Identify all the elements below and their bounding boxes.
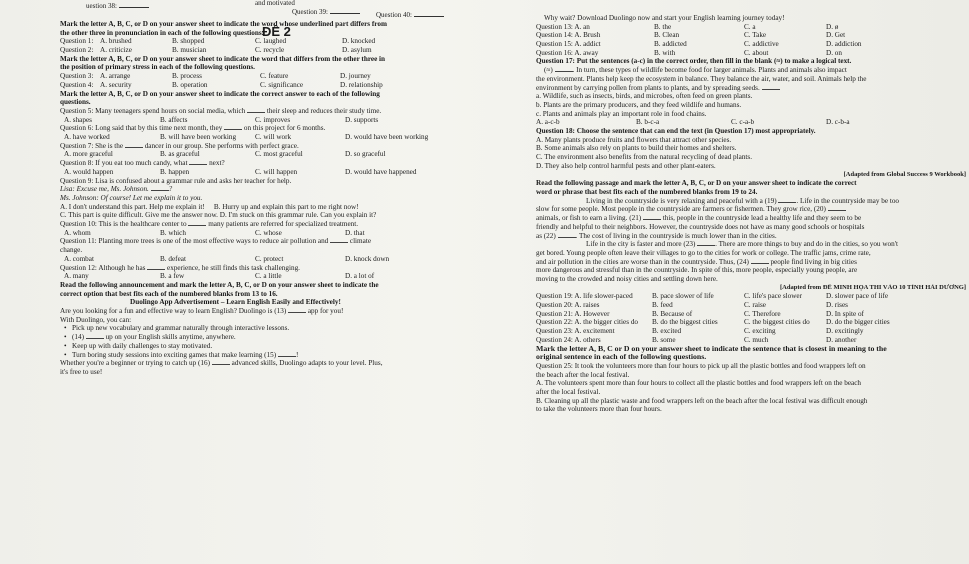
- q21-option-b: B. Because of: [652, 309, 693, 318]
- ad-cta: Why wait? Download Duolingo now and start your English learning journey today!: [544, 14, 785, 22]
- q7-option-a: A. more graceful: [64, 150, 113, 159]
- q3-option-c: C. feature: [260, 72, 289, 81]
- q5-option-b: B. affects: [160, 115, 188, 124]
- q17-sentence-b: b. Plants are the primary producers, and they feed wildlife and humans.: [536, 100, 742, 109]
- q7-option-b: B. as graceful: [160, 150, 200, 159]
- q10-option-b: B. which: [160, 228, 186, 237]
- q8-option-c: C. will happen: [255, 167, 298, 176]
- q18-option-a: A. Many plants produce fruits and flowers that attract other species.: [536, 135, 732, 144]
- q14-option-a: Question 14: A. Brush: [536, 31, 601, 40]
- passage-line-4: friendly and helpful to their neighbors. However, the countryside does not have as many good schools or hospitals: [536, 222, 865, 231]
- passage-line-5: as (22) . The cost of living in the countryside is much lower than in the cities.: [536, 231, 777, 240]
- question-12: Question 12: Although he has experience, he still finds this task challenging.: [60, 263, 300, 272]
- q2-option-c: C. recycle: [255, 46, 285, 55]
- q19-option-c: C. life's pace slower: [744, 292, 802, 301]
- q9-dialog-johnson: Ms. Johnson: Of course! Let me explain it to you.: [60, 193, 203, 202]
- question-5: Question 5: Many teenagers spend hours on social media, which their sleep and reduces their study time.: [60, 106, 382, 115]
- q17-option-a: A. a-c-b: [536, 118, 560, 127]
- instruction-reading: Read the following passage and mark the letter A, B, C, or D on your answer sheet to indicate the correct: [536, 179, 857, 188]
- ad-closing: Whether you're a beginner or trying to catch up (16) advanced skills, Duolingo adapts to your level. Plus,: [60, 359, 383, 368]
- q17-text-1: (≈) . In turn, these types of wildlife become food for larger animals. Plants and animals also impact: [544, 66, 847, 75]
- q14-option-b: B. Clean: [654, 31, 680, 40]
- question-8-options: [60, 168, 490, 177]
- question-13: [536, 23, 966, 32]
- passage-line-6: Life in the city is faster and more (23) . There are more things to buy and do in the cities, so you won't: [586, 240, 898, 249]
- q20-option-c: C. raise: [744, 301, 766, 310]
- q9-dialog-lisa: Lisa: Excuse me, Ms. Johnson. ?: [60, 185, 173, 194]
- q21-option-c: C. Therefore: [744, 309, 781, 318]
- question-11: Question 11: Planting more trees is one of the most effective ways to reduce air pollution and climate: [60, 237, 372, 246]
- q17-sentence-a: a. Wildlife, such as insects, birds, and microbes, often feed on green plants.: [536, 92, 753, 101]
- ad-bullet-3: • Keep up with daily challenges to stay motivated.: [60, 342, 490, 351]
- ad-bullet-1: • Pick up new vocabulary and grammar naturally through interactive lessons.: [60, 324, 490, 333]
- question-11-options: [60, 255, 490, 264]
- q10-option-c: C. whose: [255, 228, 282, 237]
- q1-label: Question 1:: [60, 37, 94, 46]
- q1-option-a: A. brushed: [100, 37, 132, 46]
- q25-option-a: A. The volunteers spent more than four hours to collect all the plastic bottles and food wrappers left on the beach: [536, 379, 862, 388]
- q9-option-c-d: C. This part is quite difficult. Give me the answer now. D. I'm stuck on this grammar rule. Can you explain it?: [60, 211, 377, 220]
- q23-option-a: Question 23: A. excitement: [536, 327, 615, 336]
- instruction-stress: Mark the letter A, B, C, or D on your answer sheet to indicate the word that differs from the other three in: [60, 54, 386, 63]
- question-25: Question 25: It took the volunteers more than four hours to pick up all the plastic bottles and food wrappers left on: [536, 361, 866, 370]
- q5-option-a: A. shapes: [64, 115, 92, 124]
- source-tag-1: [Adapted from Global Success 9 Workbook]: [843, 170, 966, 178]
- q22-option-b: B. do the biggest cities: [652, 318, 718, 327]
- q2-option-a: A. criticize: [100, 46, 132, 55]
- question-8: Question 8: If you eat too much candy, what next?: [60, 159, 225, 168]
- question-21: [536, 310, 966, 319]
- q12-option-b: B. a few: [160, 272, 185, 281]
- q18-option-c: C. The environment also benefits from the natural recycling of dead plants.: [536, 153, 753, 162]
- question-12-options: [60, 272, 490, 281]
- question-10-options: [60, 229, 490, 238]
- q1-option-d: D. knocked: [342, 37, 376, 46]
- left-column: [60, 20, 490, 377]
- q15-option-c: C. addictive: [744, 40, 779, 49]
- q19-option-d: D. slower pace of life: [826, 292, 889, 301]
- q7-option-c: C. most graceful: [255, 150, 303, 159]
- instruction-announcement-cont: correct option that best fits each of the numbered blanks from 13 to 16.: [60, 289, 278, 298]
- q11-option-a: A. combat: [64, 254, 94, 263]
- instruction-correct-answer: Mark the letter A, B, C, or D on your answer sheet to indicate the correct answer to each of the following: [60, 89, 380, 98]
- question-4: [60, 81, 490, 90]
- q13-option-b: B. the: [654, 22, 672, 31]
- header-fragment-left: uestion 38:: [86, 2, 149, 10]
- passage-line-2: slow for some people. Most people in the countryside are farmers or fishermen. They grow rice, (20): [536, 205, 966, 214]
- q18-option-b: B. Some animals also rely on plants to build their homes and shelters.: [536, 144, 737, 153]
- header-question-39: Question 39:: [292, 8, 360, 16]
- exam-title: ĐỀ 2: [262, 24, 291, 39]
- q15-option-a: Question 15: A. addict: [536, 40, 601, 49]
- instruction-announcement: Read the following announcement and mark the letter A, B, C, or D on your answer sheet to indicate the: [60, 280, 379, 289]
- question-14: [536, 31, 966, 40]
- header-question-40: Question 40:: [376, 11, 444, 19]
- q21-option-a: Question 21: A. However: [536, 309, 610, 318]
- q6-option-a: A. have worked: [64, 133, 110, 142]
- q4-label: Question 4:: [60, 80, 94, 89]
- q15-option-d: D. addiction: [826, 40, 862, 49]
- q11-option-b: B. defeat: [160, 254, 186, 263]
- q24-option-d: D. another: [826, 335, 857, 344]
- q10-option-d: D. that: [345, 228, 365, 237]
- q16-option-d: D. on: [826, 48, 842, 57]
- passage-line-10: moving to the crowded and noisy cities and settling down here.: [536, 275, 718, 284]
- question-24: [536, 336, 966, 345]
- q6-option-c: C. will work: [255, 133, 292, 142]
- question-20: [536, 301, 966, 310]
- instruction-closest-meaning-cont: original sentence in each of the following questions.: [536, 353, 707, 362]
- q1-option-b: B. shopped: [172, 37, 205, 46]
- q17-sentence-c: c. Plants and animals play an important role in food chains.: [536, 109, 707, 118]
- q22-option-a: Question 22: A. the bigger cities do: [536, 318, 639, 327]
- source-tag-2: [Adapted from ĐỀ MINH HỌA THI VÀO 10 TỈNH HẢI DƯƠNG]: [780, 283, 966, 291]
- q22-option-c: C. the biggest cities do: [744, 318, 810, 327]
- question-6-options: [60, 133, 490, 142]
- q4-option-d: D. relationship: [340, 80, 383, 89]
- question-9: Question 9: Lisa is confused about a grammar rule and asks her teacher for help.: [60, 176, 292, 185]
- q25-option-b: B. Cleaning up all the plastic waste and food wrappers left on the beach after the local festival was difficult enough: [536, 396, 868, 405]
- q11-option-c: C. protect: [255, 254, 284, 263]
- ad-bullet-2: • (14) up on your English skills anytime, anywhere.: [60, 333, 490, 342]
- q3-option-b: B. process: [172, 72, 202, 81]
- q13-option-a: Question 13: A. an: [536, 22, 590, 31]
- q3-option-d: D. journey: [340, 72, 371, 81]
- question-17: Question 17: Put the sentences (a-c) in the correct order, then fill in the blank (≈) to make a logical text.: [536, 57, 852, 66]
- q17-text-3: environment by carrying pollen from plants to plants, and by spreading seeds.: [536, 84, 966, 93]
- q7-option-d: D. so graceful: [345, 150, 386, 159]
- q5-option-d: D. supports: [345, 115, 379, 124]
- q22-option-d: D. do the bigger cities: [826, 318, 890, 327]
- q6-option-b: B. will have been working: [160, 133, 237, 142]
- q10-option-a: A. whom: [64, 228, 91, 237]
- question-10: Question 10: This is the healthcare center to many patients are referred for specialized treatment.: [60, 220, 359, 229]
- right-column: [536, 14, 966, 414]
- q2-label: Question 2:: [60, 46, 94, 55]
- q3-option-a: A. arrange: [100, 72, 131, 81]
- q16-option-a: Question 16: A. away: [536, 48, 599, 57]
- q20-option-b: B. feed: [652, 301, 673, 310]
- instruction-correct-answer-cont: questions.: [60, 98, 91, 107]
- q17-text-2: the environment. Plants help keep the ecosystem in balance. They balance the air, water, and soil. Animals help the: [536, 74, 867, 83]
- instruction-closest-meaning: Mark the letter A, B, C or D on your answer sheet to indicate the sentence that is closest in meaning to the: [536, 344, 887, 353]
- q24-option-c: C. much: [744, 335, 769, 344]
- passage-line-1: Living in the countryside is very relaxing and peaceful with a (19) . Life in the countryside may be too: [586, 196, 900, 205]
- header-fragment-mid: and motivated: [255, 0, 295, 7]
- q8-option-a: A. would happen: [64, 167, 114, 176]
- ad-list-intro: With Duolingo, you can:: [60, 315, 132, 324]
- question-18: Question 18: Choose the sentence that can end the text (in Question 17) most appropriately.: [536, 127, 816, 136]
- question-3: [60, 72, 490, 81]
- q8-option-b: B. happen: [160, 167, 190, 176]
- question-15: [536, 40, 966, 49]
- question-23: [536, 327, 966, 336]
- q20-option-a: Question 20: A. raises: [536, 301, 600, 310]
- q12-option-c: C. a little: [255, 272, 282, 281]
- question-2: [60, 46, 490, 55]
- instruction-stress-cont: the position of primary stress in each of the following questions.: [60, 63, 255, 72]
- q2-option-b: B. musician: [172, 46, 207, 55]
- ad-closing-cont: it's free to use!: [60, 367, 103, 376]
- q13-option-d: D. ø: [826, 22, 839, 31]
- passage-line-3: animals, or fish to earn a living. (21) this, people in the countryside lead a healthy life and they seem to be: [536, 214, 862, 223]
- q5-option-c: C. improves: [255, 115, 291, 124]
- q12-option-a: A. many: [64, 272, 89, 281]
- question-22: [536, 318, 966, 327]
- q4-option-b: B. operation: [172, 80, 208, 89]
- passage-line-9: more dangerous and stressful than in the countryside. In spite of this, more people, especially young people, are: [536, 266, 858, 275]
- q17-option-d: D. c-b-a: [826, 118, 850, 127]
- instruction-pronunciation-cont: the other three in pronunciation in each of the following questions.: [60, 28, 264, 37]
- question-1: [60, 37, 490, 46]
- question-7: Question 7: She is the dancer in our group. She performs with perfect grace.: [60, 141, 299, 150]
- q17-option-c: C. c-a-b: [731, 118, 755, 127]
- q11-option-d: D. knock down: [345, 254, 390, 263]
- question-19: [536, 292, 966, 301]
- q25-option-a-cont: after the local festival.: [536, 388, 601, 397]
- question-5-options: [60, 116, 490, 125]
- q4-option-a: A. security: [100, 80, 132, 89]
- ad-title: Duolingo App Advertisement – Learn English Easily and Effectively!: [130, 298, 341, 307]
- ad-bullet-4: • Turn boring study sessions into exciting games that make learning (15) !: [60, 351, 490, 360]
- q25-option-b-cont: to take the volunteers more than four hours.: [536, 405, 662, 414]
- q16-option-b: B. with: [654, 48, 676, 57]
- question-16: [536, 49, 966, 58]
- question-7-options: [60, 150, 490, 159]
- q20-option-d: D. rises: [826, 301, 848, 310]
- q6-option-d: D. would have been working: [345, 133, 429, 142]
- instruction-pronunciation: Mark the letter A, B, C, or D on your answer sheet to indicate the word whose underlined part differs from: [60, 20, 387, 28]
- q9-option-b: B. Hurry up and explain this part to me right now!: [213, 202, 359, 211]
- q24-option-a: Question 24: A. others: [536, 335, 601, 344]
- q19-option-b: B. pace slower of life: [652, 292, 714, 301]
- ad-intro: Are you looking for a fun and effective way to learn English? Duolingo is (13) app for you!: [60, 307, 344, 316]
- passage-line-7: get bored. Young people often leave their villages to go to the cities for work or college. The traffic jams, crime rate,: [536, 248, 871, 257]
- q24-option-b: B. some: [652, 335, 676, 344]
- q23-option-c: C. exciting: [744, 327, 776, 336]
- q13-option-c: C. a: [744, 22, 756, 31]
- q4-option-c: C. significance: [260, 80, 304, 89]
- q21-option-d: D. In spite of: [826, 309, 864, 318]
- q9-option-a-b: A. I don't understand this part. Help me explain it! B. Hurry up and explain this part to me right now!: [60, 202, 359, 211]
- q19-option-a: Question 19: A. life slower-paced: [536, 292, 633, 301]
- question-11-cont: change.: [60, 246, 83, 255]
- instruction-reading-cont: word or phrase that best fits each of the numbered blanks from 19 to 24.: [536, 187, 758, 196]
- q16-option-c: C. about: [744, 48, 769, 57]
- question-17-options: [536, 118, 966, 127]
- q2-option-d: D. asylum: [342, 46, 372, 55]
- q18-option-d: D. They also help control harmful pests and other plant-eaters.: [536, 161, 716, 170]
- q3-label: Question 3:: [60, 72, 94, 81]
- passage-line-8: and air pollution in the cities are worse than in the countryside. Thus, (24) people find living in big cities: [536, 257, 857, 266]
- question-6: Question 6: Long said that by this time next month, they on this project for 6 months.: [60, 124, 326, 133]
- question-25-cont: the beach after the local festival.: [536, 370, 630, 379]
- q23-option-b: B. excited: [652, 327, 682, 336]
- q12-option-d: D. a lot of: [345, 272, 375, 281]
- q14-option-d: D. Get: [826, 31, 846, 40]
- q8-option-d: D. would have happened: [345, 167, 417, 176]
- q23-option-d: D. excitingly: [826, 327, 864, 336]
- q17-option-b: B. b-c-a: [636, 118, 660, 127]
- q14-option-c: C. Take: [744, 31, 767, 40]
- q15-option-b: B. addicted: [654, 40, 687, 49]
- q1-option-c: C. laughed: [255, 37, 287, 46]
